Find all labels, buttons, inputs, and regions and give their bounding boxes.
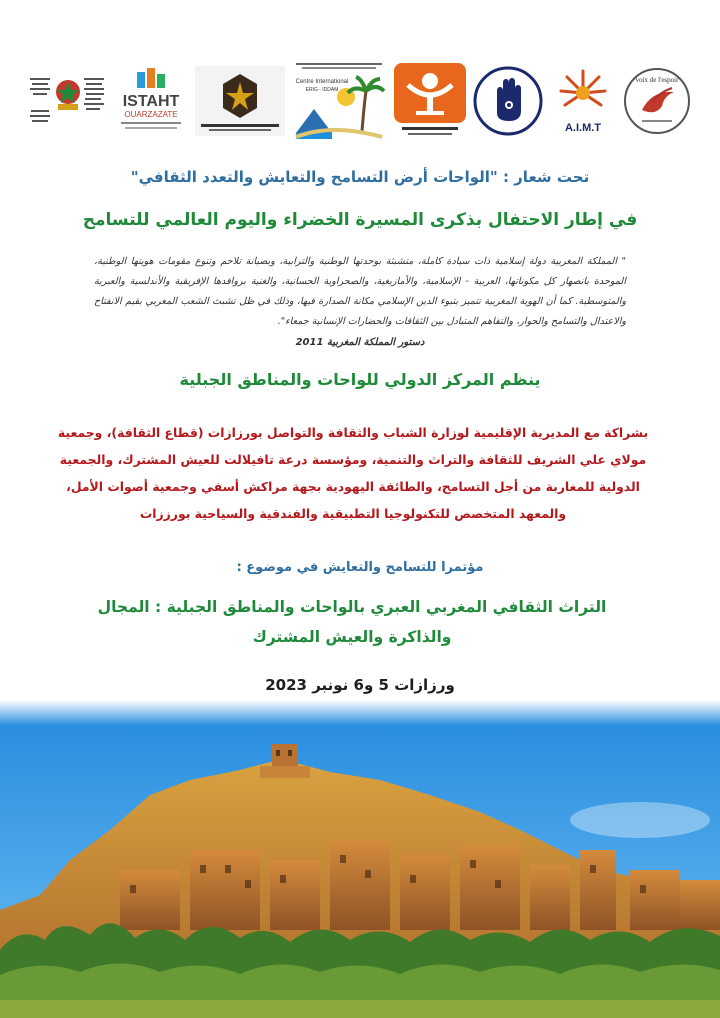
kasbah-ait-benhaddou-photo [0,700,720,1018]
conference-theme: التراث الثقافي المغربي العبري بالواحات والمناطق الجبلية : المجال والذاكرة والعيش المشترك [97,598,607,646]
orange-tree-logo-icon [394,63,466,139]
organizer-line: ينظم المركز الدولي للواحات والمناطق الجبلية [179,370,541,389]
centre-name: Centre International [295,79,349,85]
palm-oasis-logo-icon [292,61,386,141]
partners-paragraph: بشراكة مع المديرية الإقليمية لوزارة الشباب والثقافة والتواصل بورزازات (قطاع الثقافة)، وجمعية مولاي علي الشريف للثقافة والتراث والتنمية، ومؤسسة درعة تافيلالت للعيش المشترك، والجمعية الدولية للمغاربة من أجل التسامح، والطائفة اليهودية بجهة مراكش أسفي وجمعية أصوات الأمل، والمعهد المتخصص للتكنولوجيا التطبيقية والفندقية والسياحية بورززات [57,425,649,521]
aimt-name: A.I.M.T [564,122,601,134]
istaht-name: ISTAHT [123,93,180,110]
aimt-logo-icon [551,65,615,137]
partner-logos [28,58,692,144]
conference-intro: مؤتمرا للتسامح والتعايش في موضوع : [236,560,484,575]
constitution-quote: " المملكة المغربية دولة إسلامية ذات سيادة كاملة، متشبثة بوحدتها الوطنية والترابية، وبصيانة تلاحم وتنوع مقومات هويتها الوطنية، الموحدة بانصهار كل مكوناتها، العربية - الإسلامية، والأمازيغية، والصحراوية الحسانية، والغنية بروافدها الإفريقية والأندلسية والعبرية والمتوسطية. كما أن الهوية المغربية تتميز بتبوء الدين الإسلامي مكانة الصدارة فيها، وذلك في ظل تشبث الشعب المغربي بقيم الانفتاح والاعتدال والتسامح والحوار، والتفاهم المتبادل بين الثقافات والحضارات الإنسانية جمعاء". [94,256,626,327]
association-star-logo-icon [195,66,285,136]
istaht-logo-icon [115,66,187,136]
event-occasion: في إطار الاحتفال بذكرى المسيرة الخضراء واليوم العالمي للتسامح [82,210,638,230]
event-slogan: تحت شعار : "الواحات أرض التسامح والتعايش والتعدد الثقافي" [130,168,590,186]
event-dates: ورزازات 5 و6 نونبر 2023 [265,676,455,694]
centre-sub: ERIG - IDDAM [305,87,339,93]
quote-source: دستور المملكة المغربية 2011 [295,337,425,348]
dove-logo-icon [622,66,692,136]
voix-name: voix de l'espoir [635,76,679,84]
moroccan-emblem-icon [28,66,108,136]
hamsa-hand-logo-icon [473,65,543,137]
istaht-city: OUARZAZATE [124,110,179,119]
